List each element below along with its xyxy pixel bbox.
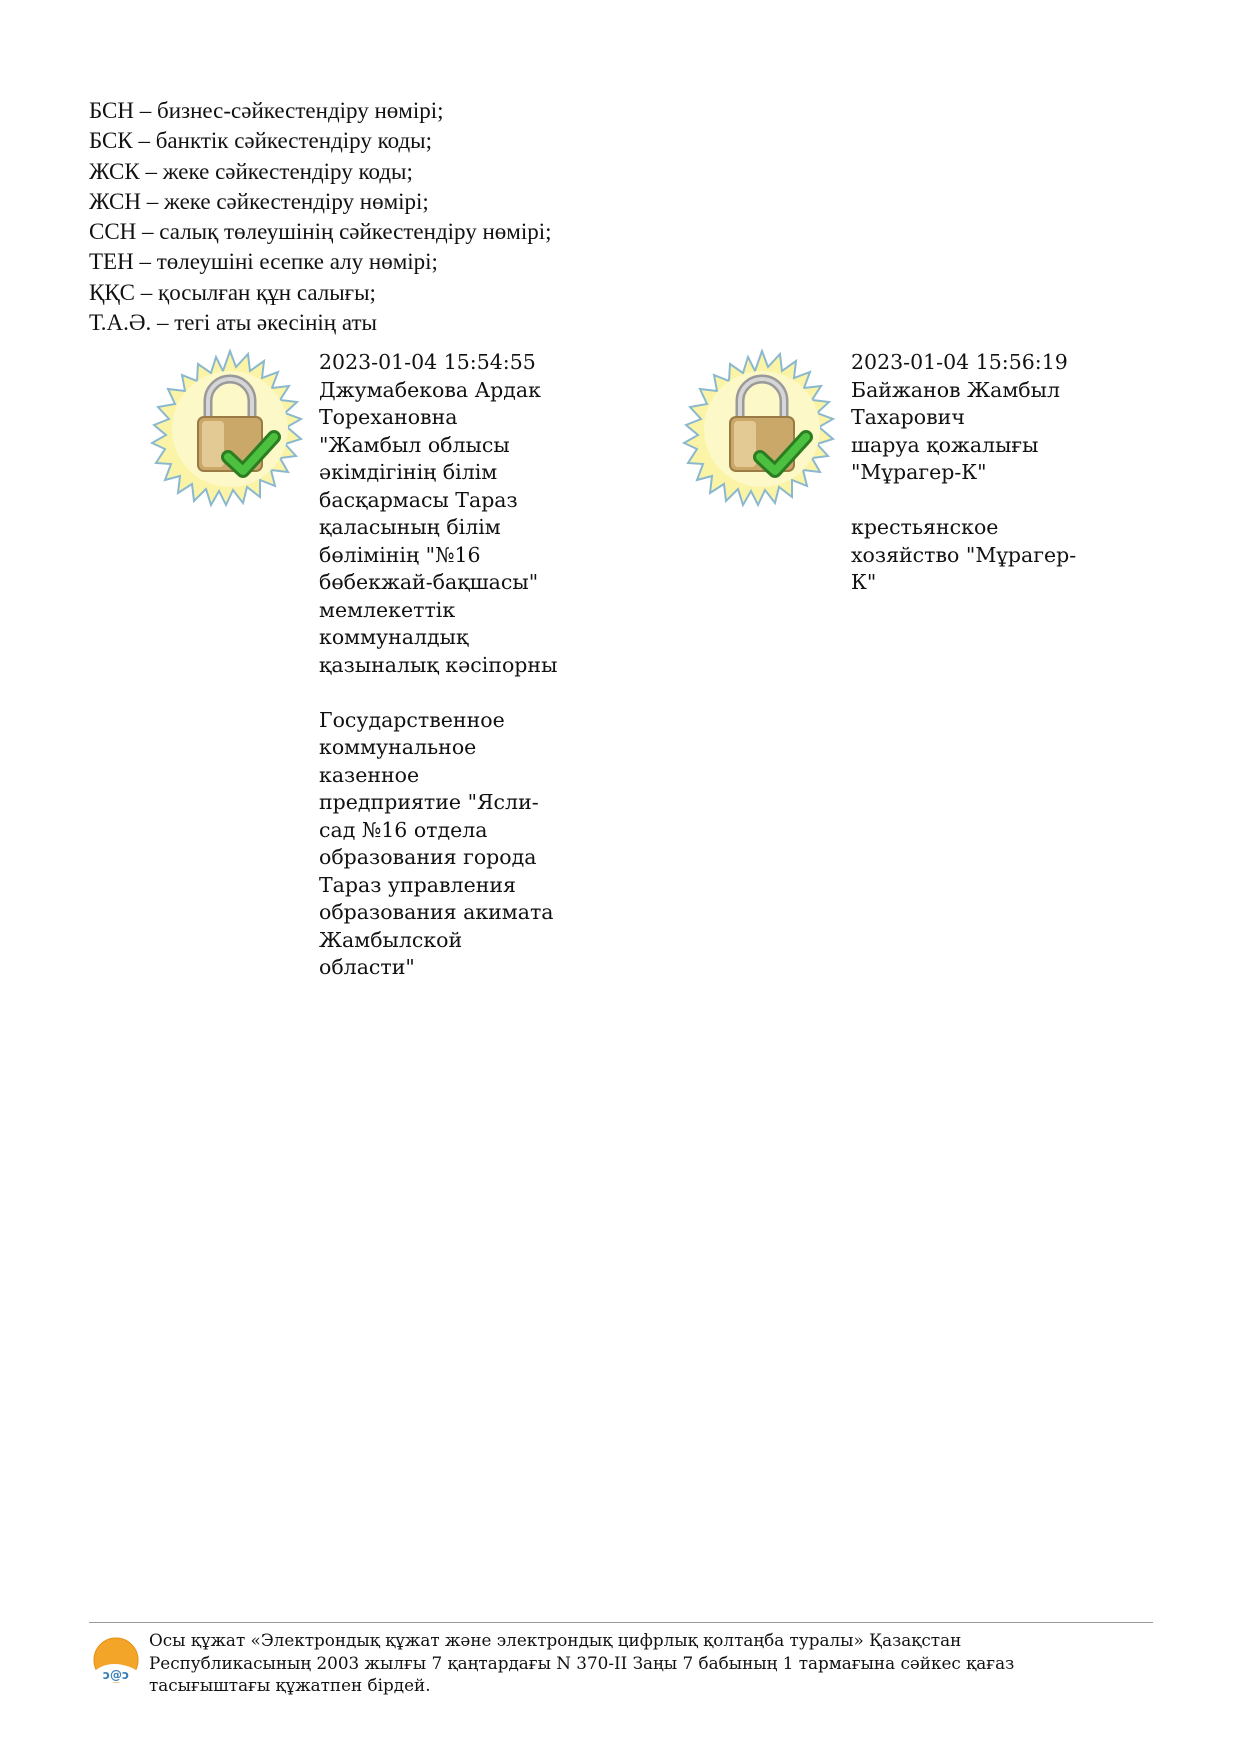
abbreviation-line: БСН – бизнес-сәйкестендіру нөмірі; (89, 98, 444, 123)
svg-text:ↄ@ↄ: ↄ@ↄ (102, 1668, 130, 1682)
signature-text (851, 349, 1076, 597)
abbreviation-line: Т.А.Ә. – тегі аты әкесінің аты (89, 310, 377, 336)
abbreviation-line: ТЕН – төлеушіні есепке алу нөмірі; (89, 249, 438, 275)
footer-legal-notice: Осы құжат «Электрондық құжат және электрондық цифрлық қолтаңба туралы» Қазақстан Республикасының 2003 жылғы 7 қаңтардағы N 370-II Заңы 7 бабының 1 тармағына сәйкес қағаз тасығыштағы құжатпен бірдей. (149, 1630, 1015, 1695)
abbreviation-line: ССН – салық төлеушінің сәйкестендіру нөмірі; (89, 219, 552, 245)
egov-logo-icon (92, 1636, 140, 1684)
digital-signature-seal-icon (682, 349, 842, 509)
signature-timestamp: 2023-01-04 15:56:19 (851, 350, 1068, 374)
signature-signer-details: Байжанов Жамбыл Тахарович шаруа қожалығы "Мұрагер-К" крестьянское хозяйство "Мұрагер- К" (851, 377, 1077, 594)
abbreviation-line: БСК – банктік сәйкестендіру коды; (89, 128, 433, 154)
abbreviation-line: ҚҚС – қосылған құн салығы; (89, 279, 376, 305)
abbreviation-line: ЖСК – жеке сәйкестендіру коды; (89, 158, 413, 184)
signature-timestamp: 2023-01-04 15:54:55 (319, 350, 536, 374)
abbreviation-line: ЖСН – жеке сәйкестендіру нөмірі; (89, 188, 429, 214)
signature-signer-details: Джумабекова Ардак Торехановна "Жамбыл облысы әкімдігінің білім басқармасы Тараз қаласының білім бөлімінің "№16 бөбекжай-бақшасы" мемлекеттік коммуналдық қазыналық кәсіпорны Государственное коммунальное казенное предприятие "Ясли- сад №16 отдела образования города Тараз управления образования акимата Жамбылской области" (319, 377, 558, 979)
abbreviations-list (89, 96, 552, 338)
footer-divider (89, 1622, 1153, 1623)
digital-signature-seal-icon (150, 349, 310, 509)
signature-text (319, 349, 557, 982)
